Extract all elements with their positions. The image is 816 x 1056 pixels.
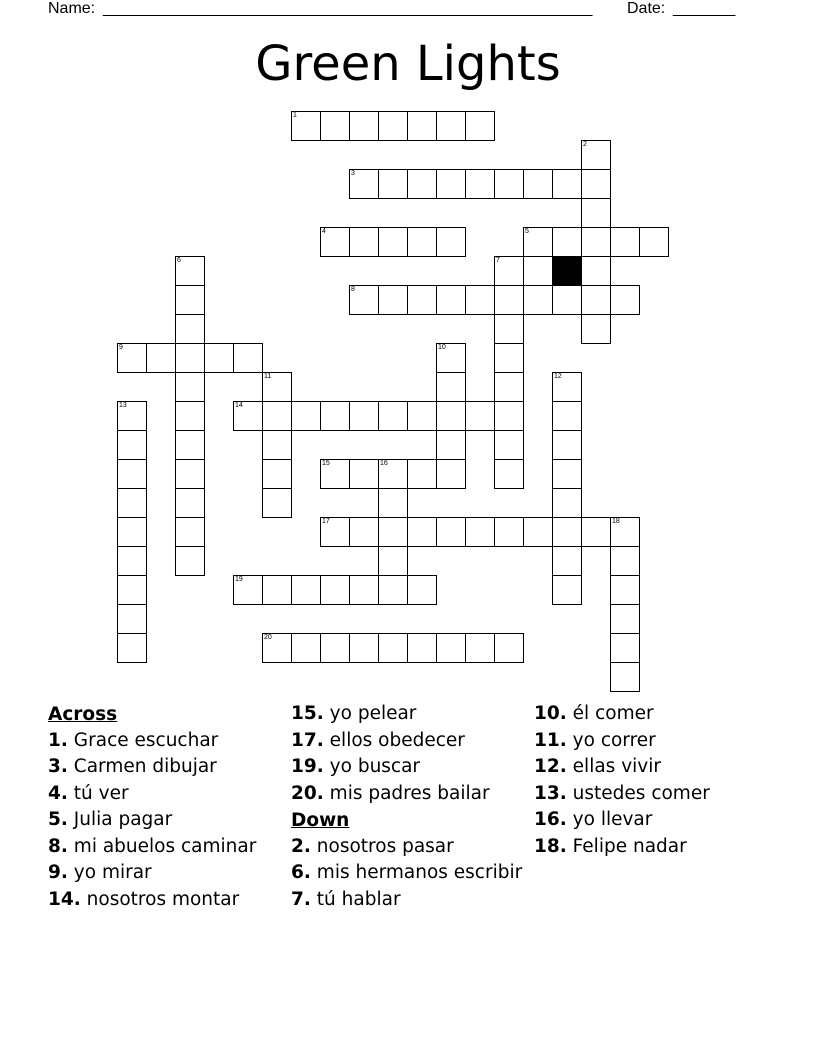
grid-cell[interactable]: [436, 285, 466, 315]
grid-cell[interactable]: [320, 633, 350, 663]
clue-item-text: Julia pagar: [73, 809, 173, 830]
grid-cell[interactable]: [552, 459, 582, 489]
grid-cell[interactable]: [639, 227, 669, 257]
clue-number: 20: [264, 634, 272, 641]
grid-cell[interactable]: [378, 227, 408, 257]
grid-cell[interactable]: [494, 285, 524, 315]
clue-item-text: ustedes comer: [572, 782, 710, 804]
grid-cell[interactable]: [407, 459, 437, 489]
clue-item-number: 10.: [534, 703, 567, 724]
grid-cell[interactable]: [581, 198, 611, 228]
grid-cell[interactable]: [436, 111, 466, 141]
grid-cell[interactable]: [610, 633, 640, 663]
black-cell: [552, 256, 582, 286]
grid-cell[interactable]: [349, 517, 379, 547]
clue-item-number: 1.: [48, 729, 68, 751]
grid-cell[interactable]: [494, 372, 524, 402]
clue-item-number: 14.: [48, 888, 81, 910]
clue-item-number: 3.: [48, 756, 68, 777]
grid-cell[interactable]: [349, 169, 379, 199]
clue-item-text: mis padres bailar: [329, 782, 490, 804]
grid-cell[interactable]: [552, 169, 582, 199]
grid-cell[interactable]: [262, 633, 292, 663]
clue-number: 8: [351, 286, 355, 293]
clue-number: 19: [235, 576, 243, 583]
clue-item-number: 9.: [48, 862, 68, 883]
grid-cell[interactable]: [117, 575, 147, 605]
clue-item-text: nosotros montar: [86, 888, 240, 910]
clue-item-number: 17.: [291, 729, 324, 751]
grid-cell[interactable]: [117, 633, 147, 663]
clue-item-number: 20.: [291, 782, 324, 804]
grid-cell[interactable]: [378, 488, 408, 518]
clue-column-1: [48, 702, 288, 914]
grid-cell[interactable]: [117, 546, 147, 576]
grid-cell[interactable]: [552, 372, 582, 402]
clue-number: 2: [583, 141, 587, 148]
grid-cell[interactable]: [349, 459, 379, 489]
clue-item-number: 7.: [291, 888, 311, 910]
grid-cell[interactable]: [465, 169, 495, 199]
grid-cell[interactable]: [610, 604, 640, 634]
clue-item-text: Felipe nadar: [572, 835, 687, 857]
grid-cell[interactable]: [320, 111, 350, 141]
grid-cell[interactable]: [378, 285, 408, 315]
clue-item: [291, 702, 531, 725]
grid-cell[interactable]: [436, 401, 466, 431]
clue-item-text: él comer: [572, 703, 654, 724]
clue-item: [534, 782, 774, 805]
grid-cell[interactable]: [552, 401, 582, 431]
grid-cell[interactable]: [320, 517, 350, 547]
clue-number: 18: [612, 518, 620, 525]
grid-cell[interactable]: [610, 285, 640, 315]
grid-cell[interactable]: [349, 401, 379, 431]
clue-item-text: mi abuelos caminar: [73, 835, 257, 857]
grid-cell[interactable]: [175, 314, 205, 344]
grid-cell[interactable]: [378, 401, 408, 431]
clue-item-number: 11.: [534, 729, 567, 751]
clue-item: [48, 888, 288, 911]
clue-number: 7: [496, 257, 500, 264]
clue-number: 14: [235, 402, 243, 409]
grid-cell[interactable]: [117, 430, 147, 460]
grid-cell[interactable]: [494, 256, 524, 286]
grid-cell[interactable]: [494, 401, 524, 431]
grid-cell[interactable]: [175, 459, 205, 489]
grid-cell[interactable]: [407, 517, 437, 547]
grid-cell[interactable]: [407, 285, 437, 315]
clue-item: [291, 888, 531, 911]
clue-item: [534, 729, 774, 752]
clue-number: 13: [119, 402, 127, 409]
grid-cell[interactable]: [349, 111, 379, 141]
grid-cell[interactable]: [291, 575, 321, 605]
grid-cell[interactable]: [552, 430, 582, 460]
clue-number: 1: [293, 112, 297, 119]
grid-cell[interactable]: [378, 459, 408, 489]
grid-cell[interactable]: [494, 517, 524, 547]
grid-cell[interactable]: [233, 343, 263, 373]
grid-cell[interactable]: [494, 633, 524, 663]
clue-item-text: nosotros pasar: [316, 835, 454, 857]
clue-item-number: 5.: [48, 809, 68, 830]
clue-item-number: 8.: [48, 835, 68, 857]
grid-cell[interactable]: [320, 401, 350, 431]
grid-cell[interactable]: [436, 343, 466, 373]
clue-item-number: 12.: [534, 756, 567, 777]
grid-cell[interactable]: [175, 488, 205, 518]
clue-item-text: ellos obedecer: [329, 729, 465, 751]
grid-cell[interactable]: [610, 517, 640, 547]
grid-cell[interactable]: [581, 227, 611, 257]
clue-item: [291, 861, 531, 884]
page-title: Green Lights: [255, 36, 561, 92]
grid-cell[interactable]: [262, 372, 292, 402]
grid-cell[interactable]: [610, 575, 640, 605]
clue-item: [291, 729, 531, 752]
clue-item-number: 15.: [291, 703, 324, 724]
clue-item: [534, 835, 774, 858]
clue-item: [291, 835, 531, 858]
clue-item-text: mis hermanos escribir: [316, 862, 523, 883]
grid-cell[interactable]: [117, 517, 147, 547]
clue-item-number: 19.: [291, 756, 324, 777]
clue-item: [534, 808, 774, 831]
clue-item-number: 13.: [534, 782, 567, 804]
clue-item-text: yo llevar: [572, 809, 653, 830]
grid-cell[interactable]: [175, 546, 205, 576]
clue-number: 3: [351, 170, 355, 177]
clue-number: 10: [438, 344, 446, 351]
grid-cell[interactable]: [117, 343, 147, 373]
grid-cell[interactable]: [291, 111, 321, 141]
grid-cell[interactable]: [175, 256, 205, 286]
grid-cell[interactable]: [552, 285, 582, 315]
clue-item-text: Grace escuchar: [73, 729, 219, 751]
grid-cell[interactable]: [436, 459, 466, 489]
grid-cell[interactable]: [581, 517, 611, 547]
grid-cell[interactable]: [117, 604, 147, 634]
grid-cell[interactable]: [349, 227, 379, 257]
clue-item: [48, 835, 288, 858]
date-label: Date:: [627, 0, 666, 17]
grid-cell[interactable]: [378, 169, 408, 199]
across-heading: Across: [48, 704, 118, 725]
grid-cell[interactable]: [552, 546, 582, 576]
grid-cell[interactable]: [349, 575, 379, 605]
clue-item-number: 16.: [534, 809, 567, 830]
grid-cell[interactable]: [262, 488, 292, 518]
grid-cell[interactable]: [262, 575, 292, 605]
grid-cell[interactable]: [175, 285, 205, 315]
grid-cell[interactable]: [552, 488, 582, 518]
clue-item: [48, 755, 288, 778]
grid-cell[interactable]: [320, 459, 350, 489]
grid-cell[interactable]: [378, 546, 408, 576]
clue-item: [534, 755, 774, 778]
grid-cell[interactable]: [320, 227, 350, 257]
grid-cell[interactable]: [494, 459, 524, 489]
grid-cell[interactable]: [436, 633, 466, 663]
clue-item-text: tú ver: [73, 782, 129, 804]
grid-cell[interactable]: [581, 285, 611, 315]
grid-cell[interactable]: [233, 575, 263, 605]
clue-column-2: [291, 702, 531, 914]
clue-number: 16: [380, 460, 388, 467]
grid-cell[interactable]: [610, 546, 640, 576]
grid-cell[interactable]: [523, 227, 553, 257]
grid-cell[interactable]: [146, 343, 176, 373]
clue-item-text: ellas vivir: [572, 756, 661, 777]
grid-cell[interactable]: [262, 401, 292, 431]
clue-item: [291, 782, 531, 805]
grid-cell[interactable]: [291, 633, 321, 663]
clue-number: 11: [264, 373, 272, 380]
grid-cell[interactable]: [581, 140, 611, 170]
grid-cell[interactable]: [407, 111, 437, 141]
clue-number: 17: [322, 518, 330, 525]
grid-cell[interactable]: [407, 169, 437, 199]
grid-cell[interactable]: [523, 517, 553, 547]
grid-cell[interactable]: [378, 517, 408, 547]
grid-cell[interactable]: [204, 343, 234, 373]
grid-cell[interactable]: [552, 517, 582, 547]
clue-item-number: 6.: [291, 862, 311, 883]
grid-cell[interactable]: [494, 314, 524, 344]
grid-cell[interactable]: [407, 401, 437, 431]
grid-cell[interactable]: [465, 633, 495, 663]
grid-cell[interactable]: [494, 343, 524, 373]
grid-cell[interactable]: [436, 169, 466, 199]
clue-item: [48, 861, 288, 884]
grid-cell[interactable]: [465, 517, 495, 547]
grid-cell[interactable]: [262, 459, 292, 489]
grid-cell[interactable]: [436, 517, 466, 547]
grid-cell[interactable]: [465, 111, 495, 141]
grid-cell[interactable]: [117, 401, 147, 431]
grid-cell[interactable]: [175, 517, 205, 547]
grid-cell[interactable]: [407, 575, 437, 605]
grid-cell[interactable]: [581, 314, 611, 344]
clue-item-text: tú hablar: [316, 888, 401, 910]
grid-cell[interactable]: [349, 633, 379, 663]
clue-item-text: yo buscar: [329, 756, 421, 777]
grid-cell[interactable]: [378, 633, 408, 663]
grid-cell[interactable]: [378, 111, 408, 141]
grid-cell[interactable]: [523, 169, 553, 199]
clue-item: [48, 782, 288, 805]
clue-item-text: yo correr: [572, 729, 656, 751]
name-label: Name:: [48, 0, 96, 17]
clue-item-text: Carmen dibujar: [73, 756, 217, 777]
grid-cell[interactable]: [175, 343, 205, 373]
clue-item: [48, 808, 288, 831]
down-heading: Down: [291, 810, 350, 831]
grid-cell[interactable]: [552, 227, 582, 257]
grid-cell[interactable]: [581, 169, 611, 199]
grid-cell[interactable]: [494, 169, 524, 199]
grid-cell[interactable]: [465, 285, 495, 315]
grid-cell[interactable]: [552, 575, 582, 605]
grid-cell[interactable]: [523, 285, 553, 315]
grid-cell[interactable]: [291, 401, 321, 431]
grid-cell[interactable]: [378, 575, 408, 605]
clue-column-3: [534, 702, 774, 861]
grid-cell[interactable]: [233, 401, 263, 431]
date-field[interactable]: _______: [673, 0, 736, 17]
grid-cell[interactable]: [407, 633, 437, 663]
clue-item-text: yo pelear: [329, 703, 417, 724]
grid-cell[interactable]: [349, 285, 379, 315]
clue-item-number: 4.: [48, 782, 68, 804]
clue-number: 4: [322, 228, 326, 235]
clue-item: [534, 702, 774, 725]
grid-cell[interactable]: [581, 256, 611, 286]
clue-number: 15: [322, 460, 330, 467]
grid-cell[interactable]: [436, 372, 466, 402]
name-field[interactable]: _______________________________________________________: [103, 0, 593, 17]
grid-cell[interactable]: [465, 401, 495, 431]
clue-item-number: 2.: [291, 835, 311, 857]
grid-cell[interactable]: [610, 227, 640, 257]
clue-number: 9: [119, 344, 123, 351]
clue-number: 12: [554, 373, 562, 380]
grid-cell[interactable]: [175, 372, 205, 402]
grid-cell[interactable]: [117, 459, 147, 489]
clue-item-number: 18.: [534, 835, 567, 857]
grid-cell[interactable]: [407, 227, 437, 257]
grid-cell[interactable]: [117, 488, 147, 518]
grid-cell[interactable]: [320, 575, 350, 605]
grid-cell[interactable]: [262, 430, 292, 460]
grid-cell[interactable]: [175, 430, 205, 460]
grid-cell[interactable]: [494, 430, 524, 460]
clue-number: 6: [177, 257, 181, 264]
clue-item-text: yo mirar: [73, 862, 152, 883]
clue-item: [291, 755, 531, 778]
grid-cell[interactable]: [610, 662, 640, 692]
clue-item: [48, 729, 288, 752]
clue-number: 5: [525, 228, 529, 235]
grid-cell[interactable]: [175, 401, 205, 431]
grid-cell[interactable]: [436, 227, 466, 257]
grid-cell[interactable]: [436, 430, 466, 460]
